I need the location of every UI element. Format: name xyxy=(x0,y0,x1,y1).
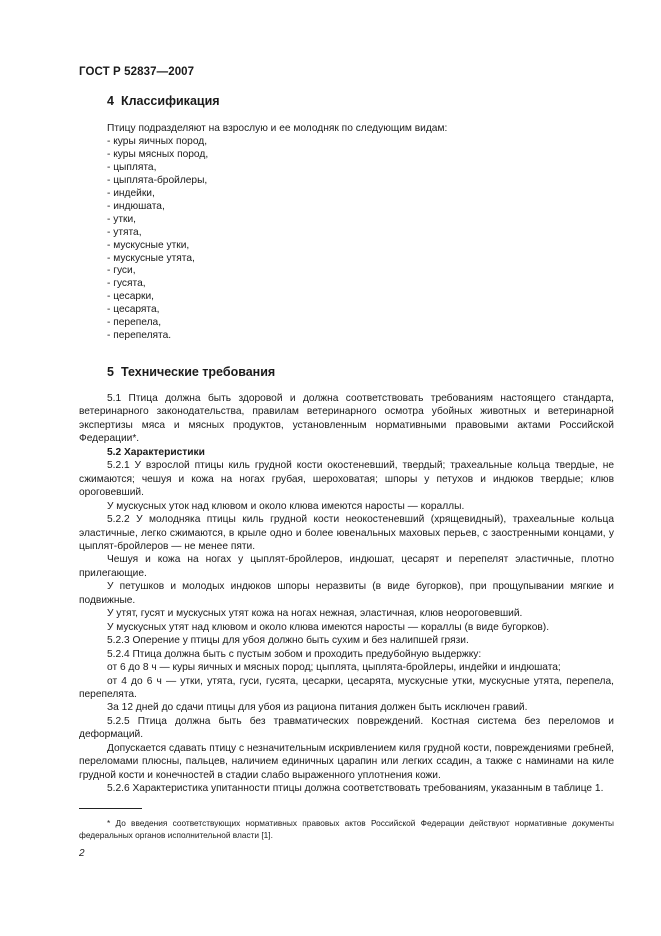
list-item: - индюшата, xyxy=(107,200,165,212)
paragraph: У петушков и молодых индюков шпоры неразвиты (в виде бугорков), при прощупывании мягкие и подвижные. xyxy=(79,581,614,606)
list-item: - куры яичных пород, xyxy=(107,135,208,147)
list-item: - цесарята, xyxy=(107,304,160,316)
list-item: - перепелята. xyxy=(107,330,172,342)
section-5-title: Технические требования xyxy=(120,365,276,379)
section-4-number: 4 xyxy=(107,94,114,108)
paragraph: 5.2.5 Птица должна быть без травматических повреждений. Костная система без переломов и деформаций. xyxy=(79,715,614,741)
list-item: - утята, xyxy=(107,226,142,238)
paragraph: 5.2.6 Характеристика упитанности птицы должна соответствовать требованиям, указанным в таблице 1. xyxy=(107,783,604,795)
paragraph: У мускусных уток над клювом и около клюва имеются наросты — кораллы. xyxy=(107,500,465,512)
subsection-heading: 5.2 Характеристики xyxy=(107,446,205,458)
list-item: - куры мясных пород, xyxy=(107,148,209,160)
classification-intro: Птицу подразделяют на взрослую и ее молодняк по следующим видам: xyxy=(107,123,448,134)
list-item: - гуси, xyxy=(107,265,136,277)
list-item: - перепела, xyxy=(107,317,162,329)
paragraph: Допускается сдавать птицу с незначительным искривлением киля грудной кости, повреждениями гребней, переломами плюсны, пальцев, наличием единичных царапин или легких ссадин, а также с наминами на киле грудной кости и конечностей в стадии слабо выраженного уплотнения кожи. xyxy=(79,742,614,781)
paragraph: У мускусных утят над клювом и около клюва имеются наросты — кораллы (в виде бугорков). xyxy=(107,621,550,633)
list-item: - цыплята, xyxy=(107,161,157,173)
footnote-text: * До введения соответствующих нормативных правовых актов Российской Федерации действуют нормативные документы федеральных органов исполнительной власти [1]. xyxy=(79,818,614,841)
paragraph: 5.1 Птица должна быть здоровой и должна соответствовать требованиям настоящего стандарта, ветеринарного законодательства, правилам ветеринарного осмотра убойных животных и ветеринарной экспертизы мяса и мясных продуктов, установленным нормативными правовыми актами Российской Федерации*. xyxy=(79,393,614,445)
paragraph: 5.2.4 Птица должна быть с пустым зобом и проходить предубойную выдержку: xyxy=(107,648,482,660)
paragraph: от 6 до 8 ч — куры яичных и мясных пород; цыплята, цыплята-бройлеры, индейки и индюшата; xyxy=(107,662,561,674)
paragraph: У утят, гусят и мускусных утят кожа на ногах нежная, эластичная, клюв неороговевший. xyxy=(107,608,523,620)
list-item: - утки, xyxy=(107,213,136,225)
paragraph: 5.2.1 У взрослой птицы киль грудной кости окостеневший, твердый; трахеальные кольца твердые, не сжимаются; чешуя и кожа на ногах грубая, шероховатая; шпоры у петухов и индюков твердые; клюв ороговевший. xyxy=(79,460,614,499)
footnote xyxy=(79,817,614,841)
section-5-number: 5 xyxy=(107,365,114,379)
paragraph: 5.2.2 У молодняка птицы киль грудной кости неокостеневший (хрящевидный), трахеальные кольца эластичные, легко сжимаются, в крыле одно и более ювенальных маховых перьев, с заостренными концами, у цыплят-бройлеров — не менее пяти. xyxy=(79,514,614,552)
list-item: - гусята, xyxy=(107,278,146,290)
footnote-divider xyxy=(79,808,142,809)
paragraph: 5.2.3 Оперение у птицы для убоя должно быть сухим и без налипшей грязи. xyxy=(107,635,469,647)
document-header: ГОСТ Р 52837—2007 xyxy=(79,66,195,78)
list-item: - цесарки, xyxy=(107,291,155,303)
list-item: - мускусные утята, xyxy=(107,252,195,264)
paragraph: от 4 до 6 ч — утки, утята, гуси, гусята, цесарки, цесарята, мускусные утки, мускусные утята, перепела, перепелята. xyxy=(79,675,614,700)
page-number: 2 xyxy=(79,848,85,859)
technical-requirements-body xyxy=(79,392,614,796)
paragraph: Чешуя и кожа на ногах у цыплят-бройлеров, индюшат, цесарят и перепелят эластичные, плотно прилегающие. xyxy=(79,554,614,579)
list-item: - цыплята-бройлеры, xyxy=(107,174,208,186)
list-item: - индейки, xyxy=(107,187,155,199)
section-5-heading xyxy=(107,365,275,379)
classification-list xyxy=(107,123,447,343)
section-4-heading xyxy=(107,94,220,108)
section-4-title: Классификация xyxy=(120,94,220,108)
paragraph: За 12 дней до сдачи птицы для убоя из рациона питания должен быть исключен гравий. xyxy=(107,702,528,714)
list-item: - мускусные утки, xyxy=(107,239,190,251)
